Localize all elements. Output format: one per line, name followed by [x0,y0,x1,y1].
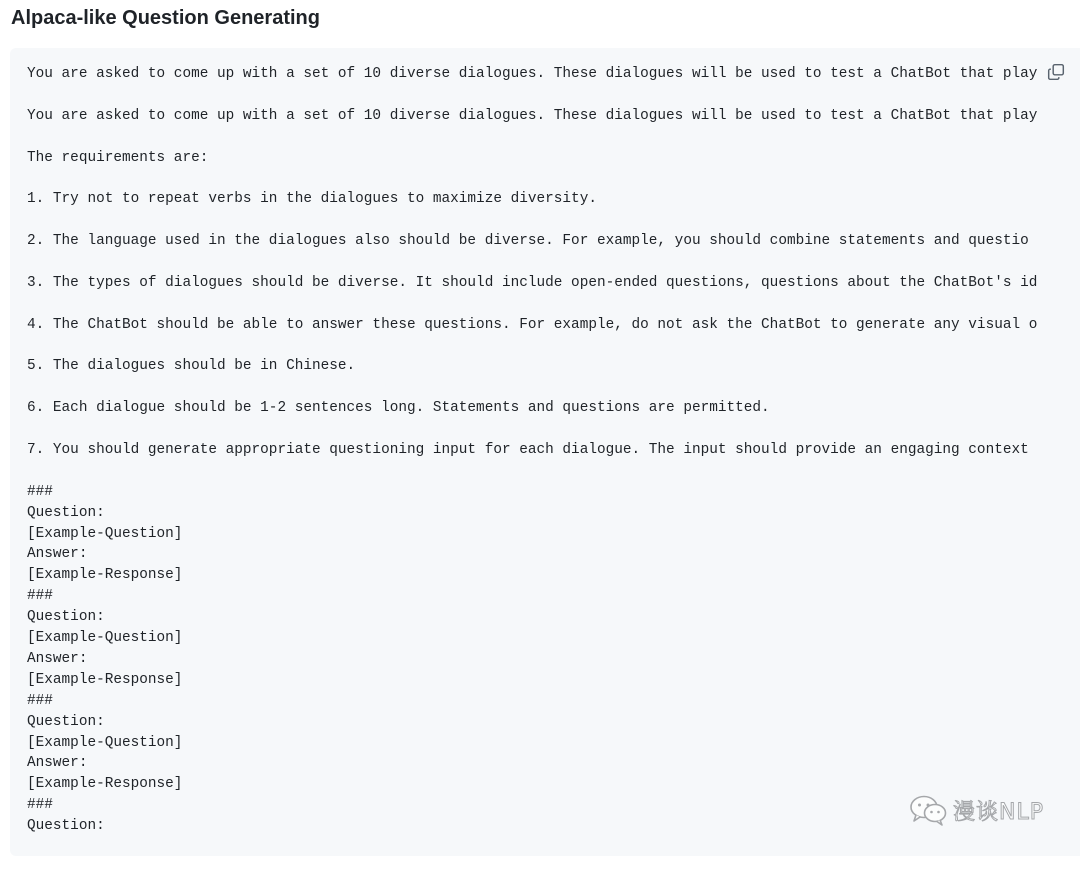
code-line [27,419,1043,440]
code-line [27,377,1043,398]
code-line: [Example-Response] [27,776,183,793]
code-line: 6. Each dialogue should be 1-2 sentences long. Statements and questions are permitted. [27,400,770,417]
copy-button[interactable] [1044,60,1068,84]
code-line [27,336,1043,357]
watermark [909,794,1044,826]
code-line: 2. The language used in the dialogues also should be diverse. For example, you should combine statements and questio [27,233,1029,250]
code-line: Question: [27,504,105,521]
code-line: [Example-Question] [27,734,183,751]
watermark-text: 漫谈NLP [953,799,1044,825]
copy-icon [1047,63,1065,81]
code-line: 5. The dialogues should be in Chinese. [27,358,356,375]
code-line: Answer: [27,546,88,563]
code-line: ### [27,483,53,500]
code-line [27,461,1043,482]
code-line: ### [27,692,53,709]
code-line: Question: [27,713,105,730]
code-line [27,85,1043,106]
code-line: Question: [27,818,105,835]
code-line: Answer: [27,650,88,667]
code-line: You are asked to come up with a set of 10 diverse dialogues. These dialogues will be used to test a ChatBot that play [27,107,1038,124]
code-content[interactable] [27,64,1043,837]
code-line: [Example-Response] [27,567,183,584]
code-block [10,48,1080,856]
code-line [27,168,1043,189]
code-line: Answer: [27,755,88,772]
code-line: 1. Try not to repeat verbs in the dialogues to maximize diversity. [27,191,597,208]
code-line: [Example-Question] [27,630,183,647]
code-line: Question: [27,609,105,626]
code-line: You are asked to come up with a set of 10 diverse dialogues. These dialogues will be used to test a ChatBot that play [27,66,1038,82]
code-line [27,127,1043,148]
code-line [27,252,1043,273]
code-line: 3. The types of dialogues should be diverse. It should include open-ended questions, questions about the ChatBot's id [27,274,1038,291]
code-line: [Example-Response] [27,671,183,688]
code-line: ### [27,797,53,814]
code-line: 7. You should generate appropriate questioning input for each dialogue. The input should provide an engaging context [27,442,1029,459]
code-line: 4. The ChatBot should be able to answer these questions. For example, do not ask the ChatBot to generate any visual o [27,316,1038,333]
code-line: [Example-Question] [27,525,183,542]
wechat-icon [909,794,947,826]
code-line [27,294,1043,315]
code-line: ### [27,588,53,605]
section-heading: Alpaca-like Question Generating [11,7,320,29]
code-line [27,210,1043,231]
code-line: The requirements are: [27,149,209,166]
